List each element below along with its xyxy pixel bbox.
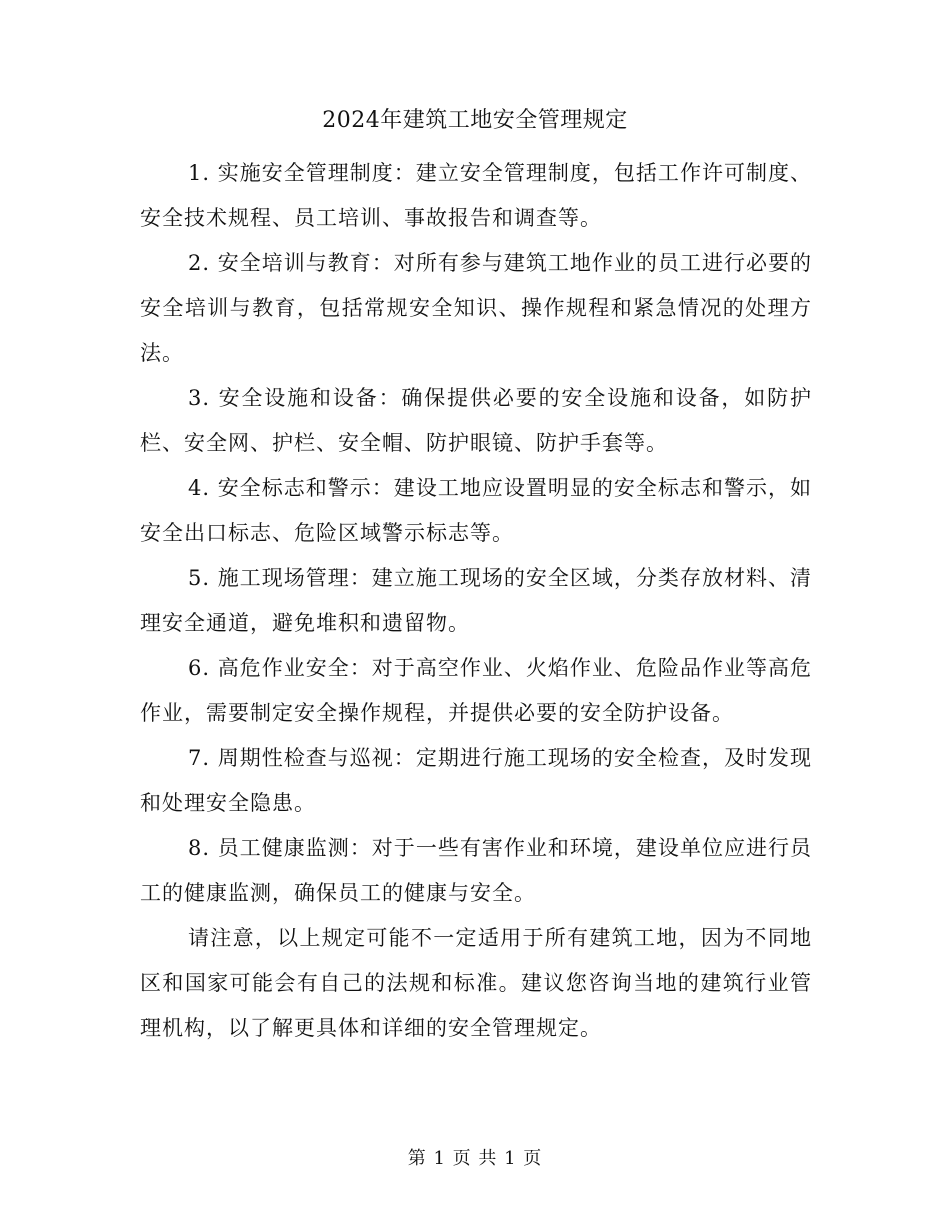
paragraph-8: 8. 员工健康监测：对于一些有害作业和环境，建设单位应进行员工的健康监测，确保员工的健康与安全。 xyxy=(140,836,812,905)
closing-note: 请注意，以上规定可能不一定适用于所有建筑工地，因为不同地区和国家可能会有自己的法规和标准。建议您咨询当地的建筑行业管理机构，以了解更具体和详细的安全管理规定。 xyxy=(140,926,812,1040)
paragraph-7: 7. 周期性检查与巡视：定期进行施工现场的安全检查，及时发现和处理安全隐患。 xyxy=(140,746,812,815)
paragraph-4: 4. 安全标志和警示：建设工地应设置明显的安全标志和警示，如安全出口标志、危险区域警示标志等。 xyxy=(140,476,812,545)
document-body xyxy=(140,151,812,1051)
paragraph-3: 3. 安全设施和设备：确保提供必要的安全设施和设备，如防护栏、安全网、护栏、安全帽、防护眼镜、防护手套等。 xyxy=(140,386,812,455)
paragraph-2: 2. 安全培训与教育：对所有参与建筑工地作业的员工进行必要的安全培训与教育，包括常规安全知识、操作规程和紧急情况的处理方法。 xyxy=(140,251,812,365)
page-footer: 第 1 页 共 1 页 xyxy=(407,1148,543,1169)
paragraph-5: 5. 施工现场管理：建立施工现场的安全区域，分类存放材料、清理安全通道，避免堆积和遗留物。 xyxy=(140,566,812,635)
paragraph-1: 1. 实施安全管理制度：建立安全管理制度，包括工作许可制度、安全技术规程、员工培训、事故报告和调查等。 xyxy=(140,161,812,230)
document-title: 2024年建筑工地安全管理规定 xyxy=(322,108,628,133)
paragraph-6: 6. 高危作业安全：对于高空作业、火焰作业、危险品作业等高危作业，需要制定安全操作规程，并提供必要的安全防护设备。 xyxy=(140,656,812,725)
